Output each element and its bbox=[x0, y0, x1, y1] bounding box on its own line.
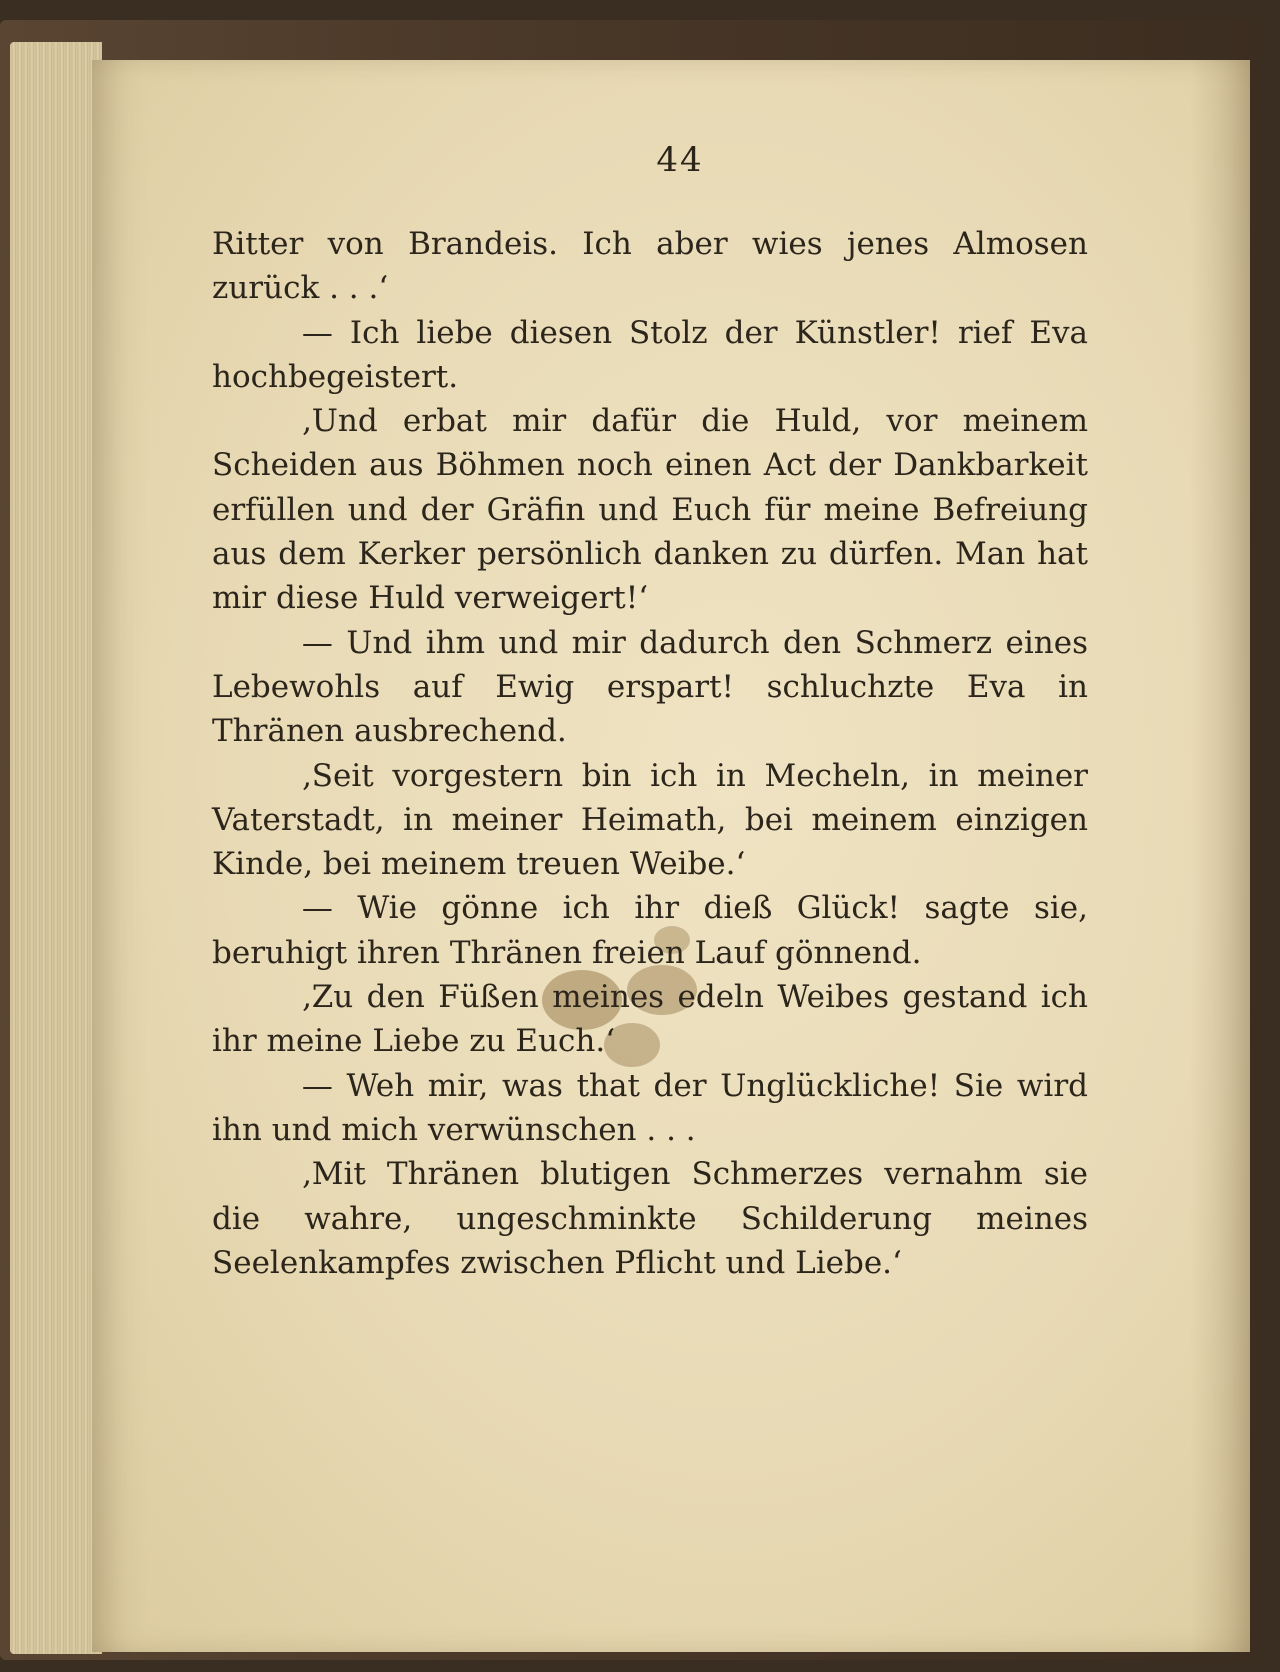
paragraph: ‚Mit Thränen blutigen Schmerzes vernahm sie die wahre, ungeschminkte Schilderung meines Seelenkampfes zwischen Pflicht und Liebe.‘ bbox=[212, 1156, 1088, 1281]
paragraph: — Ich liebe diesen Stolz der Künstler! rief Eva hochbegeistert. bbox=[212, 314, 1088, 395]
paragraph: ‚Seit vorgestern bin ich in Mecheln, in meiner Vaterstadt, in meiner Heimath, bei meinem einzigen Kinde, bei meinem treuen Weibe.‘ bbox=[212, 757, 1088, 883]
gutter-shadow bbox=[1190, 60, 1250, 1652]
paragraph: ‚Zu den Füßen meines edeln Weibes gestand ich ihr meine Liebe zu Euch.‘ bbox=[212, 979, 1088, 1060]
paragraph: ‚Und erbat mir dafür die Huld, vor meinem Scheiden aus Böhmen noch einen Act der Dankbarkeit erfüllen und der Gräfin und Euch für meine Befreiung aus dem Kerker persönlich danken zu dürfen. Man hat mir diese Huld verweigert!‘ bbox=[212, 403, 1088, 617]
paragraph: Ritter von Brandeis. Ich aber wies jenes Almosen zurück . . .‘ bbox=[212, 226, 1088, 307]
paragraph: — Weh mir, was that der Unglückliche! Sie wird ihn und mich verwünschen . . . bbox=[212, 1067, 1088, 1148]
page-text bbox=[212, 222, 1088, 1285]
page-number: 44 bbox=[656, 140, 704, 180]
paragraph: — Und ihm und mir dadurch den Schmerz eines Lebewohls auf Ewig erspart! schluchzte Eva in Thränen ausbrechend. bbox=[212, 624, 1088, 750]
page-edges-stack bbox=[10, 42, 102, 1654]
paragraph: — Wie gönne ich ihr dieß Glück! sagte sie, beruhigt ihren Thränen freien Lauf gönnend. bbox=[212, 890, 1088, 971]
